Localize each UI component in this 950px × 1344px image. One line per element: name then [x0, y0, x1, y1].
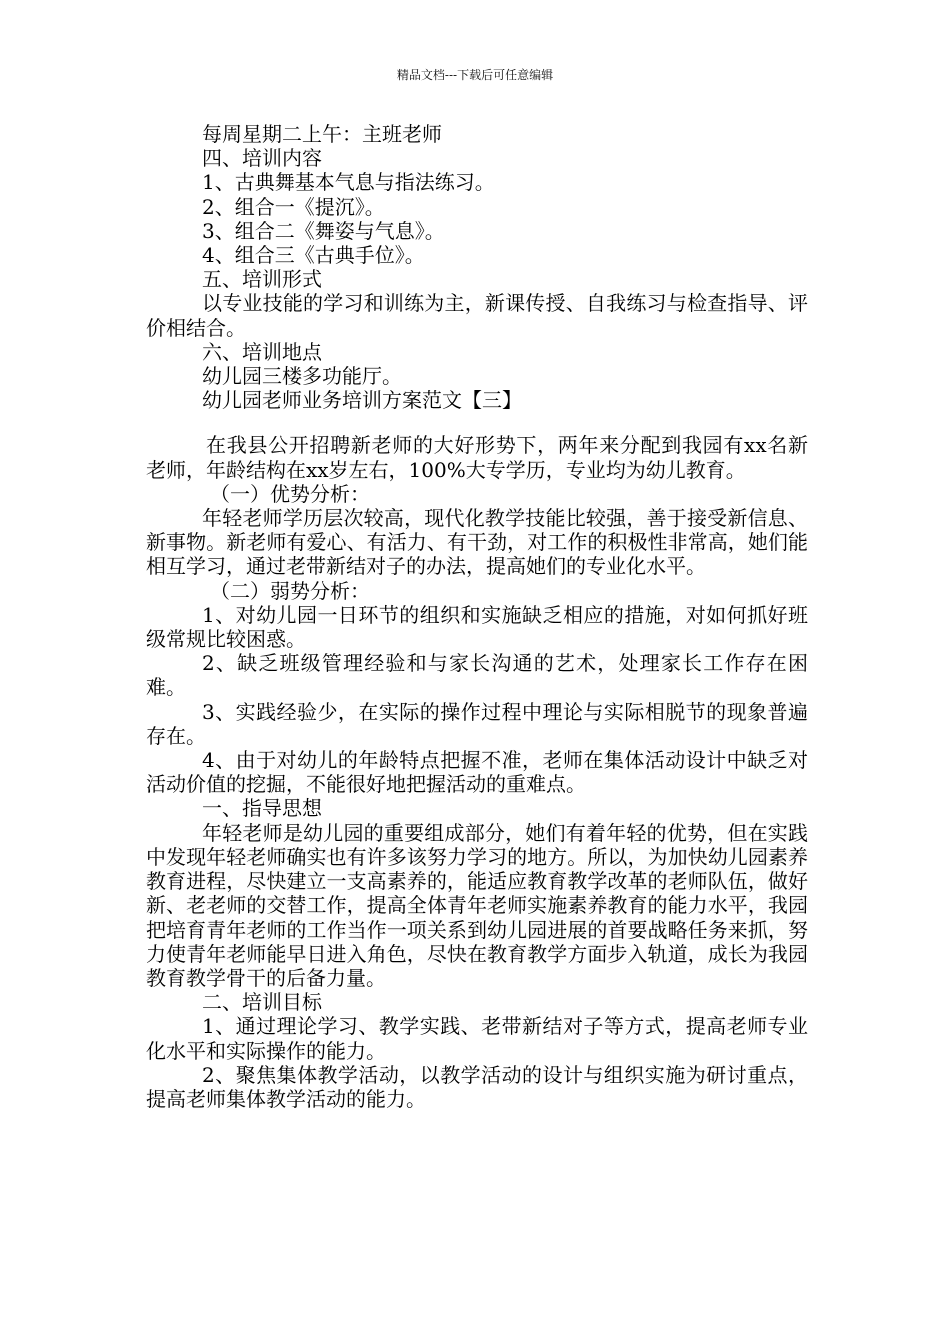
section-heading-location: 六、培训地点 [202, 339, 322, 364]
content-item-4: 4、组合三《古典手位》。 [202, 243, 425, 268]
content-item-1: 1、古典舞基本气息与指法练习。 [202, 170, 495, 195]
page-header: 精品文档---下载后可任意编辑 [396, 68, 554, 82]
document-body [146, 122, 808, 1111]
heading-guiding-ideology: 一、指导思想 [202, 796, 322, 821]
content-item-2: 2、组合一《提沉》。 [202, 194, 385, 219]
section-heading-form: 五、培训形式 [202, 267, 322, 292]
paragraph-guiding-ideology: 年轻老师是幼儿园的重要组成部分，她们有着年轻的优势，但在实践中发现年轻老师确实也有许多该努力学习的地方。所以，为加快幼儿园素养教育进程，尽快建立一支高素养的，能适应教育教学改革的老师队伍，做好新、老老师的交替工作，提高全体青年老师实施素养教育的能力水平，我园把培育青年老师的工作当作一项关系到幼儿园进展的首要战略任务来抓，努力使青年老师能早日进入角色，尽快在教育教学方面步入轨道，成长为我园教育教学骨干的后备力量。 [146, 820, 808, 990]
content-item-3: 3、组合二《舞姿与气息》。 [202, 218, 445, 243]
goal-item-2: 2、聚焦集体教学活动，以教学活动的设计与组织实施为研讨重点，提高老师集体教学活动的能力。 [146, 1062, 808, 1111]
schedule-line: 每周星期二上午：主班老师 [202, 122, 442, 146]
weakness-item-2: 2、缺乏班级管理经验和与家长沟通的艺术，处理家长工作存在困难。 [146, 651, 808, 700]
heading-advantage: （一）优势分析： [210, 481, 370, 506]
weakness-item-4: 4、由于对幼儿的年龄特点把握不准，老师在集体活动设计中缺乏对活动价值的挖掘，不能很好地把握活动的重难点。 [146, 748, 808, 797]
paragraph-form: 以专业技能的学习和训练为主，新课传授、自我练习与检查指导、评价相结合。 [146, 291, 808, 340]
section-heading-content: 四、培训内容 [202, 146, 322, 171]
weakness-item-3: 3、实践经验少，在实际的操作过程中理论与实际相脱节的现象普遍存在。 [146, 699, 808, 748]
document-title: 幼儿园老师业务培训方案范文【三】 [202, 388, 522, 413]
goal-item-1: 1、通过理论学习、教学实践、老带新结对子等方式，提高老师专业化水平和实际操作的能力。 [146, 1014, 808, 1063]
heading-training-goals: 二、培训目标 [202, 990, 322, 1015]
heading-weakness: （二）弱势分析： [210, 578, 370, 603]
paragraph-advantage: 年轻老师学历层次较高，现代化教学技能比较强，善于接受新信息、新事物。新老师有爱心、有活力、有干劲，对工作的积极性非常高，她们能相互学习，通过老带新结对子的办法，提高她们的专业化水平。 [146, 506, 808, 579]
location-text: 幼儿园三楼多功能厅。 [202, 364, 402, 389]
paragraph-intro: 在我县公开招聘新老师的大好形势下，两年来分配到我园有xx名新老师，年龄结构在xx岁左右，100%大专学历，专业均为幼儿教育。 [146, 433, 808, 482]
weakness-item-1: 1、对幼儿园一日环节的组织和实施缺乏相应的措施，对如何抓好班级常规比较困惑。 [146, 602, 808, 652]
